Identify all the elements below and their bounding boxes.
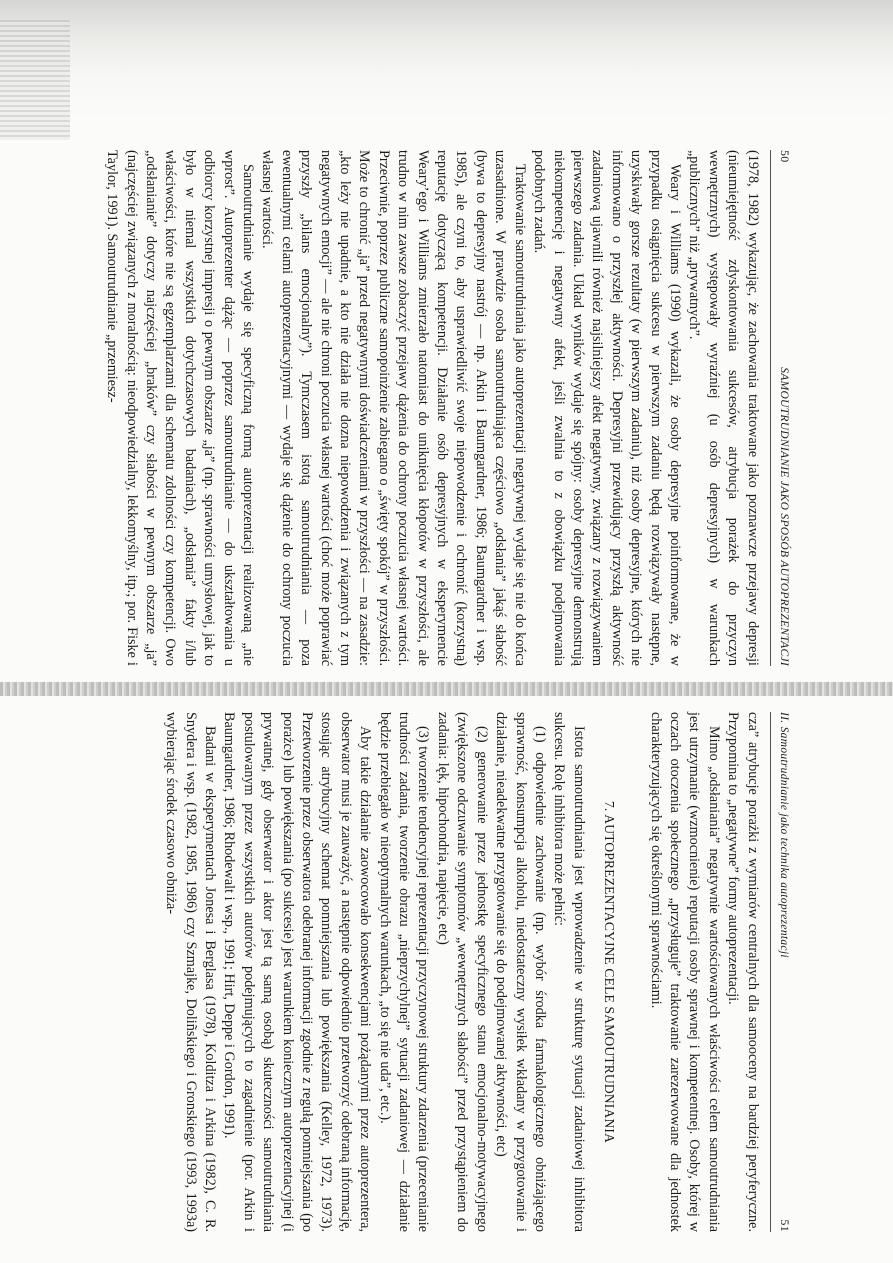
running-header xyxy=(770,150,794,666)
page-number: 51 xyxy=(778,1219,792,1232)
paragraph: Weary i Williams (1990) wykazali, że osoby depresyjne poinformowane, że w przypadku osiągnięcia sukcesu w pierwszym zadaniu będą rozwiązywały następne, uzyskiwały gorsze rezultaty (w pierwszym zadaniu), niż osoby depresyjne, których nie informowano o przyszłej aktywności. Depresyjni przewidujący przyszłą aktywność zadaniową ujawnili również najsilniejszy afekt negatywny, związany z rozwiązywaniem pierwszego zadania. Układ wyników wydaje się spójny: osoby depresyjne demonstrują niekompetencję i negatywny afekt, jeśli zwalnia to z obowiązku podejmowania podobnych zadań. xyxy=(531,150,683,666)
page-51 xyxy=(74,712,794,1232)
running-header xyxy=(770,712,794,1232)
list-item: (3) tworzenie tendencyjnej reprezentacji przyczynowej struktury zdarzenia (przecenianie trudności zadania, tworzenie obrazu „nieprzychylnej” sytuacji zadaniowej — działanie będzie przebiegało w nieoptymalnych warunkach, „to się nie uda”, etc.). xyxy=(376,712,432,1232)
running-head-title: SAMOUTRUDNIANIE JAKO SPOSÓB AUTOPREZENTACJI xyxy=(778,367,790,666)
paragraph: Aby takie działanie zaowocowało konsekwencjami pożądanymi przez autoprezentera, obserwator musi je zauważyć, a następnie odpowiednio przetworzyć odebraną informację, stosując atrybucyjny schemat pomniejszania lub powiększania (Kelley, 1972, 1973). Przetworzenie przez obserwatora odebranej informacji zgodnie z regułą pomniejszania (po porażce) lub powiększania (po sukcesie) jest warunkiem koniecznym autoprezentacyjnej (i prywatnej, gdy obserwator i aktor jest tą samą osobą) skuteczności samoutrudniania postulowanym przez wszystkich autorów podejmujących to zagadnienie (por. Arkin i Baumgardner, 1986; Rhodewalt i wsp., 1991; Hirt, Deppe i Gordon, 1991). xyxy=(221,712,374,1232)
book-gutter xyxy=(0,682,893,696)
paragraph: Istota samoutrudniania jest wprowadzenie w strukturę sytuacji zadaniowej inhibitora sukcesu. Rolę inhibitora może pełnić: xyxy=(551,712,587,1232)
paragraph: cza” atrybucje porażki z wymiarów centralnych dla samooceny na bardziej peryferyczne. Przypomina to „negatywne” formy autoprezentacji. xyxy=(725,712,761,1232)
page-50 xyxy=(94,150,794,666)
section-heading: 7. AUTOPREZENTACYJNE CELE SAMOUTRUDNIANIA xyxy=(602,800,618,1144)
paragraph: (1978, 1982) wykazując, że zachowania traktowane jako poznawcze przejawy depresji (nieumiejętność zdyskontowania sukcesów, atrybucja porażek do przyczyn wewnętrznych) występowały wyraźniej (u osób depresyjnych) w warunkach „publicznych” niż „prywatnych”. xyxy=(686,150,761,666)
paragraph: Badani w eksperymentach Jonesa i Berglasa (1978), Kolditza i Arkina (1982), C. R. Snydera i wsp. (1982, 1985, 1986) czy Szmajke, Doliñskiego i Gronskiego (1993, 1993a) wybierając środek czasowo obniża- xyxy=(163,712,219,1232)
running-head-title: II. Samoutrudnianie jako technika autoprezentacji xyxy=(778,712,790,958)
paragraph: Mimo „odsłaniania” negatywnie wartościowanych właściwości celem samoutrudniania jest utrzymanie (wzmocnienie) reputacji osoby sprawnej i kompetentnej. Osoby, której w oczach otoczenia społecznego „przysługuje” traktowanie zarezerwowane dla jednostek charakteryzujących się określonymi sprawnościami. xyxy=(647,712,722,1232)
scan-shadow-top xyxy=(0,0,893,120)
paragraph: Samoutrudnianie wydaje się specyficzną formą autoprezentacji realizowaną „nie wprost”. Autoprezenter dążąc — poprzez samoutrudnianie — do ukształtowania u odbiorcy korzystnej impresji o pewnym obszarze „ja” (np. sprawności umysłowej, jak to było w niemal wszystkich dotychczasowych badaniach), „odsłania” fakty i/lub właściwości, które nie są egzemplarzami dla schematu zdolności czy kompetencji. Owo „odsłanianie” dotyczy najczęściej „braków” czy słabości w pewnym obszarze „ja” (najczęściej związanych z moralnością: nieodpowiedzialny, lekkomyślny, itp.; por. Fiske i Taylor, 1991). Samoutrudnianie „przemiesz- xyxy=(104,150,257,666)
scan-shadow-left xyxy=(0,20,70,140)
list-item: (2) generowanie przez jednostkę specyficznego stanu emocjonalno-motywacyjnego (zwiększone odczuwanie symptomów „wewnętrznych słabości” przed przystąpieniem do zadania: lęk, hipochondria, napięcie, etc) xyxy=(434,712,490,1232)
page-number: 50 xyxy=(778,150,792,163)
paragraph: Traktowanie samoutrudniania jako autoprezentacji negatywnej wydaje się nie do końca uzasadnione. W prawdzie osoba samoutrudniająca częściowo „odsłania” jakąś słabość (bywa to depresyjny nastrój — np. Arkin i Baumgardner, 1986; Baumgardner i wsp. 1985), ale czyni to, aby usprawiedliwić swoje niepowodzenie i ochronić (korzystną) reputację dotyczącą kompetencji. Działanie osób depresyjnych w eksperymencie Weary’ego i Williams zmierzało natomiast do uniknięcia kłopotów w przyszłości, ale trudno w nim zawsze zobaczyć przejawy dążenia do ochrony poczucia własnej wartości. Przeciwnie, poprzez publiczne samopoinżenie zabiegano o „święty spokój” w przyszłości. Może to chronić „ja” przed negatywnymi doświadczeniami w przyszłości — na zasadzie: „kto leży nie upadnie, a kto nie działa nie dozna niepowodzenia i związanych z tym negatywnych emocji” — ale nie chroni poczucia własnej wartości (choć może poprawiać przyszły „bilans emocjonalny”). Tymczasem istotą samoutrudniania — poza ewentualnymi celami autoprezentacyjnymi — wydaje się dążenie do ochrony poczucia własnej wartości. xyxy=(259,150,528,666)
list-item: (1) odpowiednie zachowanie (np. wybór środka farmakologicznego obniżającego sprawność, konsumpcja alkoholu, niedostateczny wysiłek wkładany w przygotowanie i działanie, nieadekwatne przygotowanie się do podejmowanej aktywności, etc) xyxy=(493,712,548,1232)
